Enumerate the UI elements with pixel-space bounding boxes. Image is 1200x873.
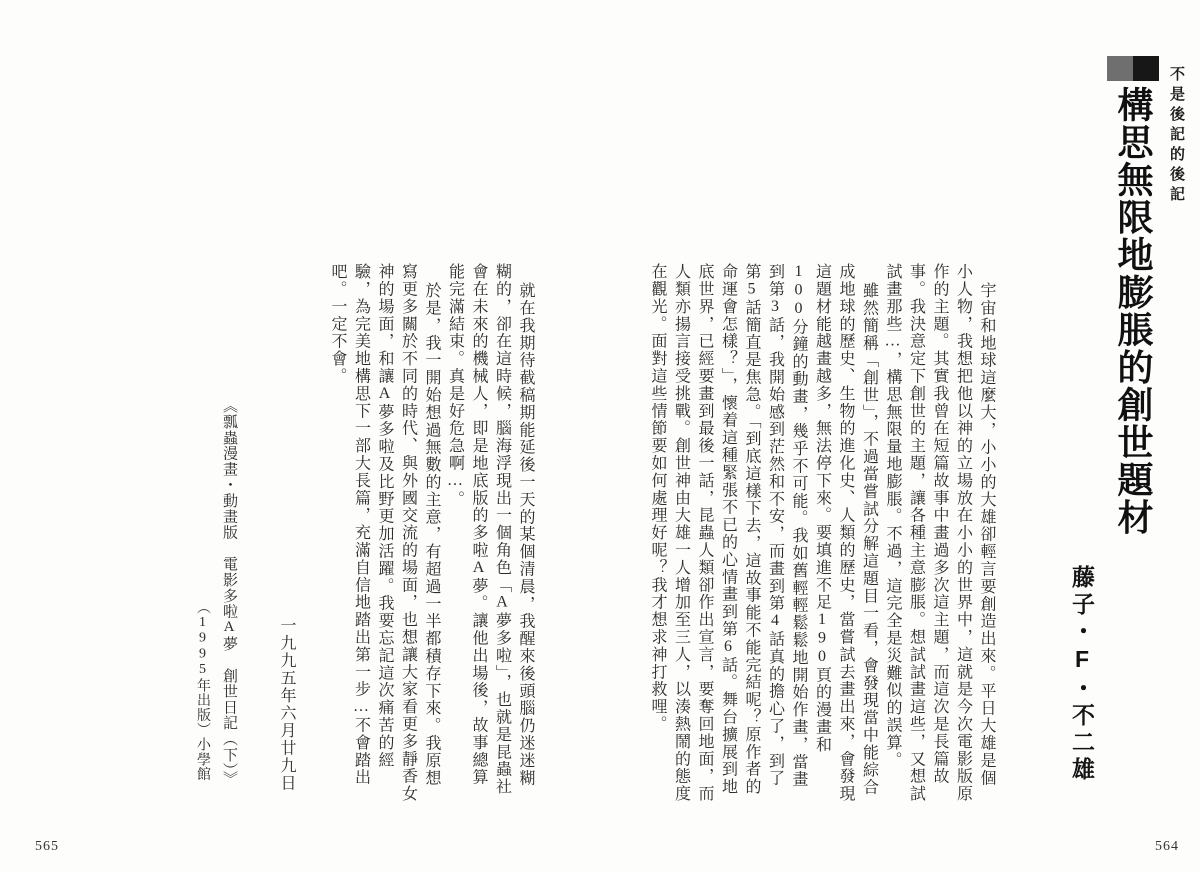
afterword-title: 構思無限地膨脹的創世題材	[1113, 86, 1154, 536]
paragraph: 宇宙和地球這麼大，小小的大雄卻輕言要創造出來。平日大雄是個小人物，我想把他以神的立場放在小小的世界中，這就是今次電影版原作的主題。其實我曾在短篇故事中畫過多次這主題，而這次是長篇故事。我決意定下創世的主題，讓各種主意膨脹。想試試畫這些，又想試試畫那些…，構思無限量地膨脹。不過，這完全是災難似的誤算。	[884, 263, 995, 803]
signature-date: 一九九五年六月廿九日	[278, 617, 295, 792]
paragraph: 於是，我一開始想過無數的主意，有超過一半都積存下來。我原想寫更多關於不同的時代、與外國交流的場面，也想讓大家看更多靜香女神的場面，和讓A夢多啦及比野更加活躍。我要忘記這次痛苦的經驗，為完美地構思下一部大長篇，充滿自信地踏出第一步…不會踏出吧。一定不會。	[329, 263, 440, 803]
section-marker	[1107, 56, 1161, 81]
marker-black-square-icon	[1133, 56, 1159, 81]
afterword-text-continued	[326, 263, 538, 803]
page-number-564: 564	[1155, 839, 1179, 854]
marker-gray-square-icon	[1107, 56, 1133, 81]
paragraph: 就在我期待截稿期能延後一天的某個清晨，我醒來後頭腦仍迷迷糊糊的，卻在這時候，腦海浮現出一個角色「A夢多啦」，也就是昆蟲社會在未來的機械人，即是地底版的多啦A夢。讓他出場後，故事總算能完滿結束。真是好危急啊…。	[446, 263, 534, 796]
book-title: 《瓢蟲漫畫・動畫版 電影多啦A夢 創世日記（下）》	[221, 398, 237, 787]
author-name: 藤子・F・不二雄	[1069, 565, 1095, 784]
paragraph: 雖然簡稱「創世」，不過當嘗試分解這題目一看，會發現當中能綜合成地球的歷史、生物的進化史、人類的歷史，當嘗試去畫出來，會發現這題材能越畫越多，無法停下來。要填進不足190頁的漫畫和100分鐘的動畫，幾乎不可能。我如舊輕輕鬆鬆地開始作畫，當畫到第3話，我開始感到茫然和不安，而畫到第4話真的擔心了，到了第5話簡直是焦急。「到底這樣下去，這故事能不能完結呢？原作者的命運會怎樣？」，懷着這種緊張不已的心情畫到第6話。舞台擴展到地底世界，已經要畫到最後一話，昆蟲人類卻作出宣言，要奪回地面，而人類亦揚言接受挑戰。創世神由大雄一人增加至三人，以湊熱鬧的態度在觀光。面對這些情節要如何處理好呢？我才想求神打救哩。	[649, 263, 878, 803]
page-number-565: 565	[35, 839, 59, 854]
section-label: 不是後記的後記	[1168, 66, 1185, 206]
publisher-line: （1995年出版）小學館	[195, 600, 210, 782]
afterword-text	[646, 263, 999, 803]
